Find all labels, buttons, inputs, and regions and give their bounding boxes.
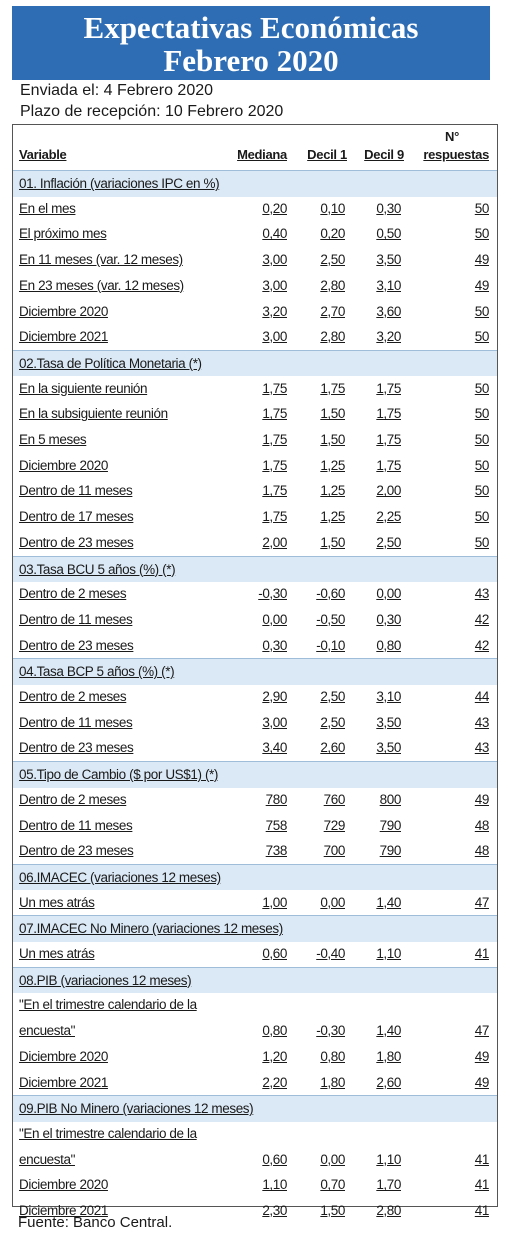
cell-mediana: 758	[265, 817, 287, 833]
cell-decil1: 2,50	[320, 714, 345, 730]
cell-respuestas: 43	[474, 740, 489, 756]
cell-decil9: 1,10	[376, 1151, 401, 1167]
cell-decil1: 2,60	[320, 740, 345, 756]
cell-decil1: 1,50	[320, 1203, 345, 1218]
cell-decil1: 0,80	[320, 1048, 345, 1064]
cell-respuestas: 41	[474, 1151, 489, 1167]
cell-decil1: 2,80	[320, 329, 345, 345]
table-row	[13, 376, 497, 402]
header-decil9: Decil 9	[364, 147, 404, 162]
title-line-1: Expectativas Económicas	[83, 10, 419, 45]
cell-decil9: 1,40	[376, 1023, 401, 1039]
cell-decil1: 2,50	[320, 689, 345, 704]
cell-decil1: 729	[323, 817, 345, 833]
cell-respuestas: 50	[474, 509, 489, 525]
cell-respuestas: 50	[474, 534, 489, 550]
cell-decil1: 1,75	[320, 380, 345, 396]
table-row	[13, 787, 497, 813]
table-row	[13, 735, 497, 761]
cell-decil9: 0,80	[376, 637, 401, 653]
cell-respuestas: 49	[474, 1074, 489, 1090]
cell-respuestas: 49	[474, 252, 489, 268]
cell-mediana: 0,80	[262, 1023, 287, 1039]
cell-mediana: 3,00	[262, 252, 287, 268]
row-label: Diciembre 2021	[19, 1074, 108, 1090]
table-row	[13, 1070, 497, 1096]
cell-respuestas: 48	[474, 843, 489, 859]
cell-decil9: 3,20	[376, 329, 401, 345]
section-title: 08.PIB (variaciones 12 meses)	[19, 972, 192, 988]
cell-decil1: 0,10	[320, 200, 345, 216]
cell-decil9: 3,10	[376, 689, 401, 704]
cell-mediana: 0,00	[262, 611, 287, 627]
table-row	[13, 813, 497, 839]
cell-decil9: 0,30	[376, 200, 401, 216]
cell-decil9: 3,50	[376, 252, 401, 268]
table-row	[13, 992, 497, 1018]
cell-mediana: 3,20	[262, 303, 287, 319]
row-label: Dentro de 2 meses	[19, 689, 127, 704]
row-label: Diciembre 2020	[19, 457, 108, 473]
table-row	[13, 299, 497, 325]
table-row	[13, 1018, 497, 1044]
cell-respuestas: 50	[474, 200, 489, 216]
cell-mediana: 0,40	[262, 226, 287, 242]
row-label: Dentro de 23 meses	[19, 740, 134, 756]
section-title: 05.Tipo de Cambio ($ por US$1) (*)	[19, 767, 218, 783]
cell-decil1: -0,50	[316, 611, 345, 627]
cell-decil9: 790	[379, 843, 401, 859]
title-line-2: Febrero 2020	[163, 43, 339, 78]
table-row	[13, 838, 497, 864]
cell-respuestas: 48	[474, 817, 489, 833]
cell-decil1: 0,00	[320, 894, 345, 910]
table-row	[13, 221, 497, 247]
cell-decil9: 1,10	[376, 946, 401, 961]
row-label: Diciembre 2020	[19, 303, 108, 319]
table-row	[13, 427, 497, 453]
cell-decil1: 1,50	[320, 432, 345, 447]
cell-respuestas: 44	[474, 689, 489, 704]
cell-decil9: 2,00	[376, 483, 401, 499]
header-mediana: Mediana	[237, 147, 287, 162]
cell-mediana: 738	[265, 843, 287, 859]
table-row	[13, 324, 497, 350]
cell-mediana: 0,60	[262, 946, 287, 961]
cell-respuestas: 49	[474, 277, 489, 293]
table-row	[13, 710, 497, 736]
section-header	[13, 761, 497, 788]
cell-decil9: 1,75	[376, 406, 401, 422]
cell-mediana: 1,75	[262, 483, 287, 499]
table-row	[13, 890, 497, 916]
row-label: En 5 meses	[19, 432, 87, 447]
deadline-date: Plazo de recepción: 10 Febrero 2020	[20, 103, 284, 120]
cell-decil9: 0,00	[376, 586, 401, 602]
table-header	[13, 125, 497, 165]
cell-decil9: 2,80	[376, 1203, 401, 1218]
cell-decil1: 0,20	[320, 226, 345, 242]
cell-respuestas: 50	[474, 432, 489, 447]
cell-mediana: 3,00	[262, 329, 287, 345]
cell-respuestas: 50	[474, 329, 489, 345]
row-label: "En el trimestre calendario de la	[19, 997, 197, 1013]
row-label: Dentro de 17 meses	[19, 509, 134, 525]
table-row	[13, 453, 497, 479]
section-title: 04.Tasa BCP 5 años (%) (*)	[19, 664, 175, 680]
cell-mediana: 3,40	[262, 740, 287, 756]
section-title: 03.Tasa BCU 5 años (%) (*)	[19, 561, 176, 577]
section-title: 06.IMACEC (variaciones 12 meses)	[19, 869, 221, 885]
cell-respuestas: 49	[474, 791, 489, 807]
cell-decil1: -0,40	[316, 946, 345, 961]
cell-decil1: -0,60	[316, 586, 345, 602]
table-row	[13, 1147, 497, 1173]
section-header	[13, 170, 497, 197]
row-label: Dentro de 11 meses	[19, 611, 133, 627]
header-respuestas: respuestas	[423, 147, 489, 162]
section-header	[13, 658, 497, 685]
cell-decil9: 1,70	[376, 1177, 401, 1193]
cell-decil1: 1,50	[320, 406, 345, 422]
cell-decil1: 2,50	[320, 252, 345, 268]
cell-respuestas: 50	[474, 303, 489, 319]
expectations-table	[12, 124, 498, 1218]
section-header	[13, 864, 497, 891]
row-label: En el mes	[19, 200, 76, 216]
cell-mediana: 2,90	[262, 689, 287, 704]
cell-mediana: 1,75	[262, 380, 287, 396]
source-note: Fuente: Banco Central.	[18, 1214, 173, 1231]
cell-decil1: -0,10	[316, 637, 345, 653]
cell-decil1: 2,70	[320, 303, 345, 319]
cell-mediana: 1,75	[262, 406, 287, 422]
section-title: 07.IMACEC No Minero (variaciones 12 meses)	[19, 921, 283, 937]
row-label: Un mes atrás	[19, 946, 95, 961]
row-label: "En el trimestre calendario de la	[19, 1125, 197, 1141]
section-title: 09.PIB No Minero (variaciones 12 meses)	[19, 1101, 254, 1117]
row-label: Dentro de 23 meses	[19, 843, 134, 859]
cell-decil9: 2,50	[376, 534, 401, 550]
row-label: Un mes atrás	[19, 894, 95, 910]
cell-decil9: 3,50	[376, 740, 401, 756]
cell-decil1: 2,80	[320, 277, 345, 293]
cell-respuestas: 41	[474, 946, 489, 961]
row-label: encuesta"	[19, 1023, 75, 1039]
cell-decil1: 0,70	[320, 1177, 345, 1193]
cell-decil9: 1,75	[376, 432, 401, 447]
section-header	[13, 967, 497, 994]
cell-decil1: 1,50	[320, 534, 345, 550]
cell-mediana: 0,20	[262, 200, 287, 216]
cell-decil9: 0,50	[376, 226, 401, 242]
cell-respuestas: 47	[474, 1023, 489, 1039]
row-label: Diciembre 2021	[19, 329, 108, 345]
table-row	[13, 247, 497, 273]
cell-decil9: 790	[379, 817, 401, 833]
cell-decil9: 800	[379, 791, 401, 807]
cell-decil9: 0,30	[376, 611, 401, 627]
row-label: En la subsiguiente reunión	[19, 406, 168, 422]
cell-respuestas: 41	[474, 1177, 489, 1193]
row-label: En 23 meses (var. 12 meses)	[19, 277, 184, 293]
table-row	[13, 196, 497, 222]
cell-decil1: 1,25	[320, 457, 345, 473]
table-row	[13, 607, 497, 633]
title-banner	[12, 6, 490, 80]
cell-mediana: 1,75	[262, 432, 287, 447]
row-label: Dentro de 23 meses	[19, 637, 134, 653]
cell-decil1: 1,25	[320, 509, 345, 525]
cell-decil1: 700	[323, 843, 345, 859]
cell-decil1: -0,30	[316, 1023, 345, 1039]
sent-date: Enviada el: 4 Febrero 2020	[20, 82, 214, 99]
cell-mediana: 3,00	[262, 714, 287, 730]
cell-respuestas: 50	[474, 457, 489, 473]
row-label: encuesta"	[19, 1151, 75, 1167]
row-label: Dentro de 23 meses	[19, 534, 134, 550]
cell-decil1: 760	[323, 791, 345, 807]
row-label: Diciembre 2021	[19, 1203, 108, 1218]
row-label: Dentro de 11 meses	[19, 817, 133, 833]
row-label: Dentro de 11 meses	[19, 483, 133, 499]
cell-mediana: 1,75	[262, 509, 287, 525]
section-header	[13, 915, 497, 942]
cell-decil9: 2,25	[376, 509, 401, 525]
table-row	[13, 941, 497, 967]
cell-respuestas: 43	[474, 714, 489, 730]
header-decil1: Decil 1	[307, 147, 347, 162]
cell-decil9: 3,10	[376, 277, 401, 293]
row-label: Dentro de 2 meses	[19, 586, 127, 602]
section-title: 01. Inflación (variaciones IPC en %)	[19, 176, 220, 191]
row-label: El próximo mes	[19, 226, 107, 242]
cell-decil9: 1,80	[376, 1048, 401, 1064]
table-row	[13, 401, 497, 427]
row-label: Dentro de 2 meses	[19, 791, 127, 807]
cell-respuestas: 50	[474, 380, 489, 396]
table-row	[13, 1172, 497, 1198]
cell-respuestas: 50	[474, 483, 489, 499]
section-header	[13, 1095, 497, 1122]
section-title: 02.Tasa de Política Monetaria (*)	[19, 355, 202, 371]
cell-decil9: 3,60	[376, 303, 401, 319]
cell-respuestas: 42	[474, 611, 489, 627]
cell-mediana: 0,60	[262, 1151, 287, 1167]
table-row	[13, 1044, 497, 1070]
cell-mediana: 2,30	[262, 1203, 287, 1218]
table-row	[13, 273, 497, 299]
cell-respuestas: 41	[474, 1203, 489, 1218]
section-header	[13, 350, 497, 377]
cell-decil9: 1,75	[376, 380, 401, 396]
table-row	[13, 1121, 497, 1147]
cell-mediana: 2,20	[262, 1074, 287, 1090]
cell-respuestas: 47	[474, 894, 489, 910]
cell-mediana: 1,00	[262, 894, 287, 910]
cell-decil1: 1,80	[320, 1074, 345, 1090]
cell-decil1: 0,00	[320, 1151, 345, 1167]
table-row	[13, 684, 497, 710]
section-header	[13, 556, 497, 583]
header-variable: Variable	[19, 147, 67, 162]
cell-mediana: 1,20	[262, 1048, 287, 1064]
row-label: En la siguiente reunión	[19, 380, 148, 396]
cell-decil9: 1,40	[376, 894, 401, 910]
row-label: Diciembre 2020	[19, 1048, 108, 1064]
cell-decil9: 1,75	[376, 457, 401, 473]
row-label: Dentro de 11 meses	[19, 714, 133, 730]
cell-respuestas: 50	[474, 406, 489, 422]
cell-mediana: 780	[265, 791, 287, 807]
cell-respuestas: 50	[474, 226, 489, 242]
table-row	[13, 633, 497, 659]
cell-respuestas: 43	[474, 586, 489, 602]
cell-respuestas: 42	[474, 637, 489, 653]
table-row	[13, 504, 497, 530]
row-label: En 11 meses (var. 12 meses)	[19, 252, 183, 268]
cell-mediana: 0,30	[262, 637, 287, 653]
table-row	[13, 530, 497, 556]
cell-respuestas: 49	[474, 1048, 489, 1064]
table-row	[13, 478, 497, 504]
cell-mediana: 1,10	[262, 1177, 287, 1193]
header-n: N°	[445, 129, 459, 144]
cell-decil1: 1,25	[320, 483, 345, 499]
cell-mediana: 2,00	[262, 534, 287, 550]
table-row	[13, 581, 497, 607]
cell-mediana: -0,30	[258, 586, 287, 602]
cell-decil9: 2,60	[376, 1074, 401, 1090]
row-label: Diciembre 2020	[19, 1177, 108, 1193]
cell-mediana: 3,00	[262, 277, 287, 293]
cell-decil9: 3,50	[376, 714, 401, 730]
cell-mediana: 1,75	[262, 457, 287, 473]
